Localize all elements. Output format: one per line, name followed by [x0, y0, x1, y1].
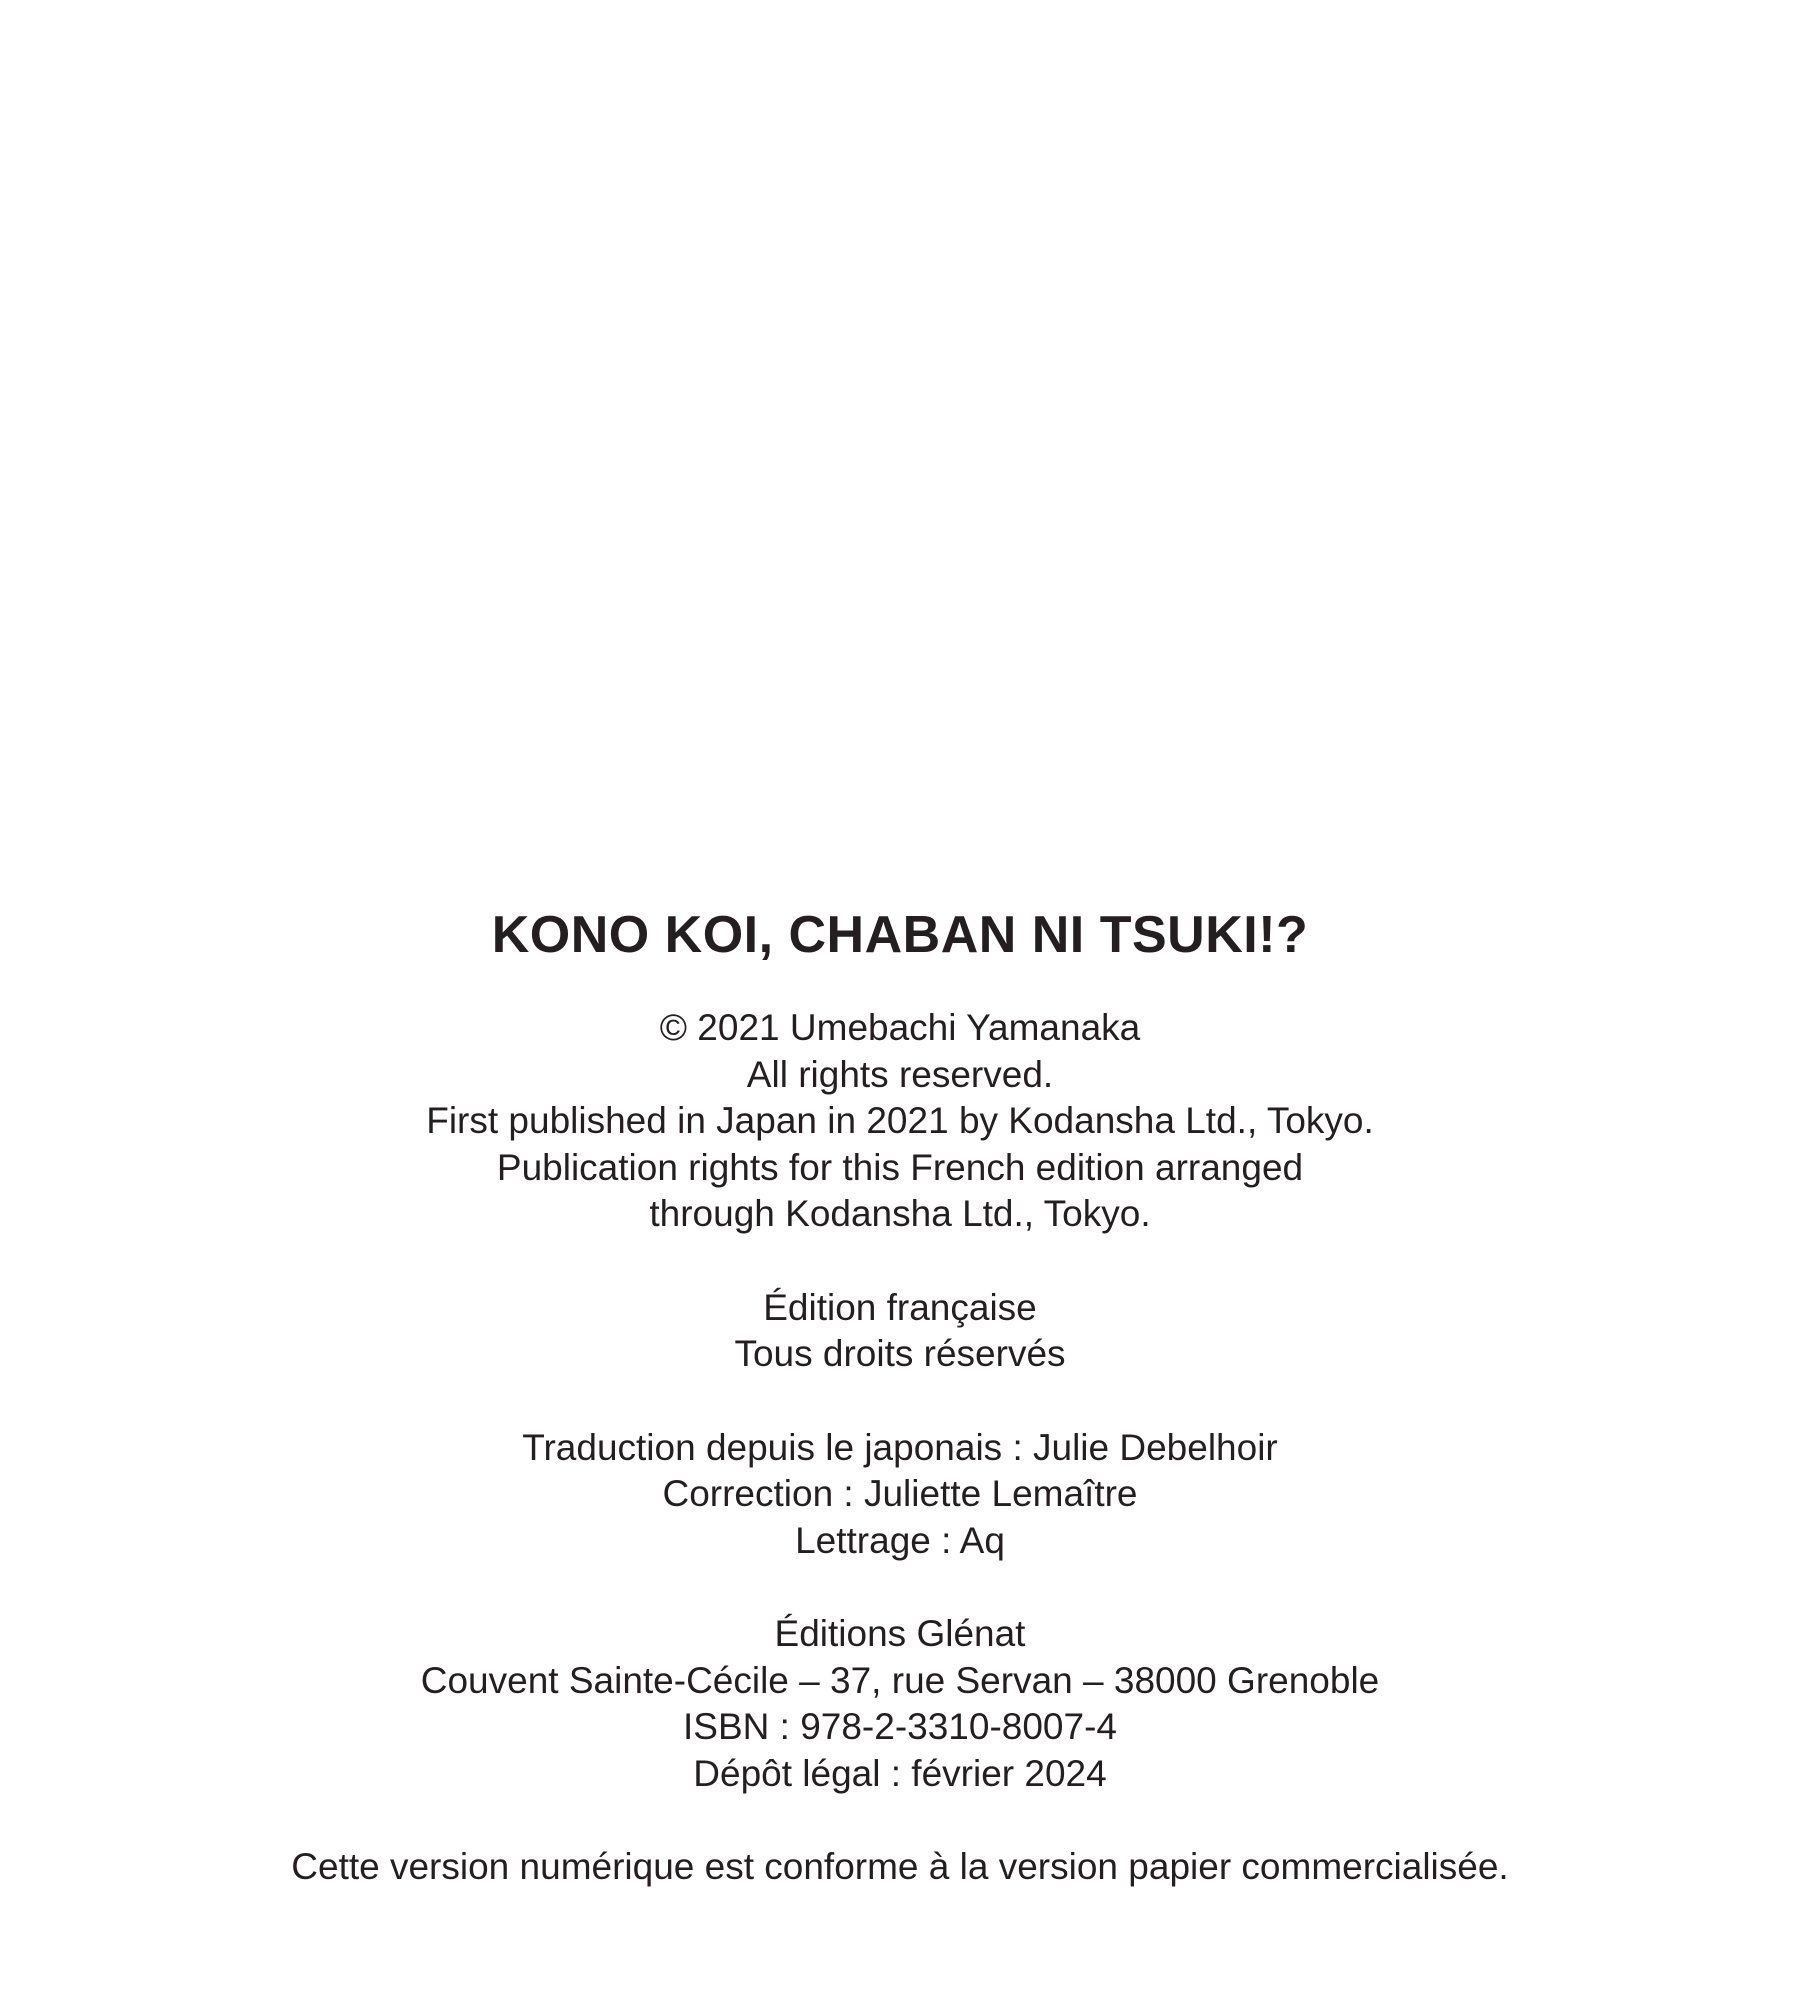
- translation-credit: Traduction depuis le japonais : Julie Debelhoir: [522, 1426, 1278, 1468]
- spacer: [0, 1564, 1800, 1611]
- publication-rights-line: Publication rights for this French edition arranged: [496, 1146, 1304, 1188]
- arranged-through-line: through Kodansha Ltd., Tokyo.: [649, 1193, 1151, 1234]
- rights-reserved-line: All rights reserved.: [746, 1053, 1054, 1095]
- legal-deposit-line: Dépôt légal : février 2024: [693, 1752, 1107, 1794]
- digital-version-notice: Cette version numérique est conforme à la version papier commercialisée.: [291, 1846, 1509, 1887]
- copyright-line: © 2021 Umebachi Yamanaka: [659, 1007, 1141, 1048]
- french-edition-line: Édition française: [763, 1286, 1037, 1328]
- all-rights-french-line: Tous droits réservés: [734, 1333, 1066, 1374]
- spacer: [0, 1378, 1800, 1425]
- french-edition-block: [0, 1285, 1800, 1378]
- copyright-block: [0, 1005, 1800, 1238]
- publisher-address: Couvent Sainte-Cécile – 37, rue Servan – 38000 Grenoble: [420, 1659, 1380, 1701]
- correction-credit: Correction : Juliette Lemaître: [662, 1473, 1138, 1514]
- first-published-line: First published in Japan in 2021 by Kodansha Ltd., Tokyo.: [426, 1100, 1374, 1141]
- colophon: [0, 905, 1800, 1891]
- spacer: [0, 1238, 1800, 1285]
- publisher-name: Éditions Glénat: [774, 1613, 1026, 1654]
- publisher-block: [0, 1611, 1800, 1797]
- book-title: KONO KOI, CHABAN NI TSUKI!?: [491, 906, 1309, 964]
- lettering-credit: Lettrage : Aq: [795, 1519, 1005, 1561]
- isbn-line: ISBN : 978-2-3310-8007-4: [683, 1706, 1117, 1747]
- digital-notice-block: [0, 1844, 1800, 1891]
- credits-block: [0, 1425, 1800, 1565]
